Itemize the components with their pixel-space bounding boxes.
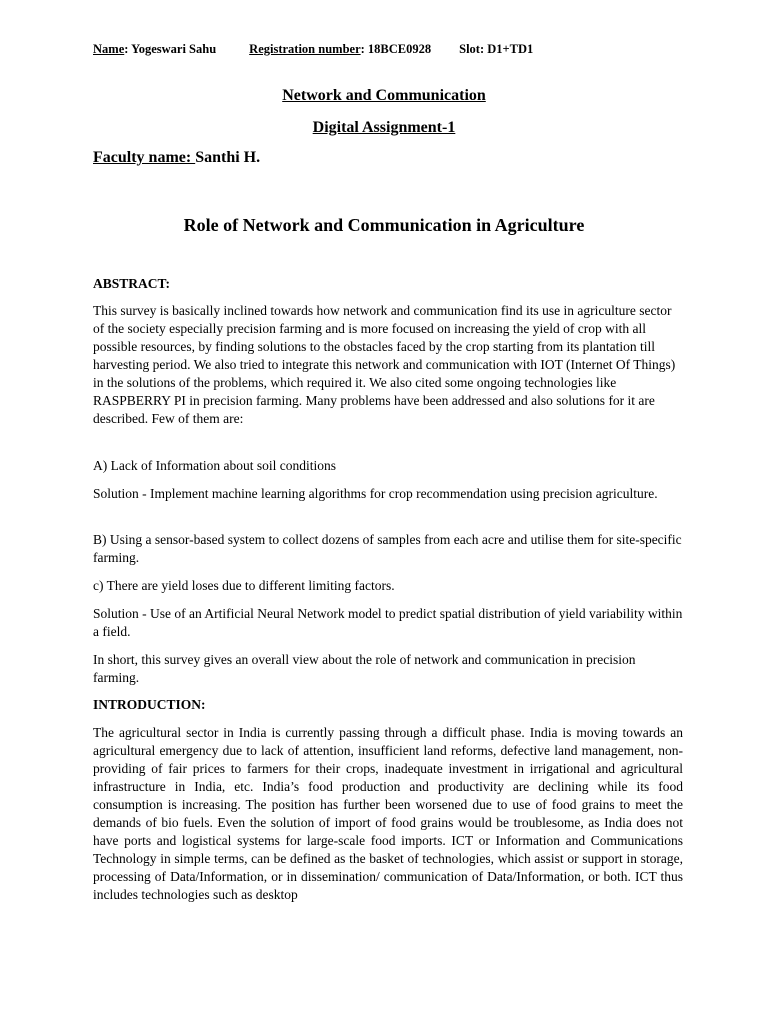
faculty-name: Santhi H. — [195, 149, 261, 166]
abstract-heading: ABSTRACT: — [93, 276, 171, 291]
student-info-line — [93, 42, 533, 57]
faculty-line — [93, 149, 260, 167]
name-label: Name — [93, 42, 125, 56]
slot-info: Slot: D1+TD1 — [459, 42, 534, 56]
introduction-body: The agricultural sector in India is currently passing through a difficult phase. India is moving towards an agricultural emergency due to lack of attention, insufficient land reforms, defective land management, non-providing of fair prices to farmers for their crops, inadequate investment in irrigational and agricultural infrastructure in India, etc. India’s food production and productivity are declining while its food consumption is increasing. The position has further been worsened due to use of food grains to meet the demands of bio fuels. Even the solution of import of food grains would be troublesome, as India does not have ports and logistical systems for large-scale food imports. ICT or Information and Communications Technology in simple terms, can be defined as the basket of technologies, which assist or support in storage, processing of Data/Information, or in dissemination/ communication of Data/Information, or both. ICT thus includes technologies such as desktop — [93, 725, 683, 902]
registration-label: Registration number — [249, 42, 361, 56]
introduction-heading: INTRODUCTION: — [93, 697, 206, 712]
abstract-solution-a: Solution - Implement machine learning algorithms for crop recommendation using precision agriculture. — [93, 486, 658, 501]
abstract-item-a: A) Lack of Information about soil conditions — [93, 458, 336, 473]
subject-title: Network and Communication — [282, 87, 486, 104]
abstract-intro: This survey is basically inclined towards how network and communication find its use in agriculture sector of the society especially precision farming and is more focused on increasing the yield of crop with all possible resources, by finding solutions to the obstacles faced by the crop starting from its plantation till harvesting period. We also tried to integrate this network and communication with IOT (Internet Of Things) in the solutions of the problems, which required it. We also cited some ongoing technologies like RASPBERRY PI in precision farming. Many problems have been addressed and also solutions for it are described. Few of them are: — [93, 303, 676, 426]
faculty-label: Faculty name: — [93, 149, 196, 166]
abstract-item-b: B) Using a sensor-based system to collect dozens of samples from each acre and utilise them for site-specific farming. — [93, 532, 682, 565]
document-title: Role of Network and Communication in Agriculture — [183, 215, 585, 235]
student-name: : Yogeswari Sahu — [124, 42, 217, 56]
registration-number: : 18BCE0928 — [360, 42, 432, 56]
abstract-summary: In short, this survey gives an overall view about the role of network and communication in precision farming. — [93, 652, 636, 685]
abstract-item-c: c) There are yield loses due to different limiting factors. — [93, 578, 395, 593]
assignment-title: Digital Assignment-1 — [312, 119, 456, 136]
abstract-solution-c: Solution - Use of an Artificial Neural Network model to predict spatial distribution of yield variability within a field. — [93, 606, 683, 639]
